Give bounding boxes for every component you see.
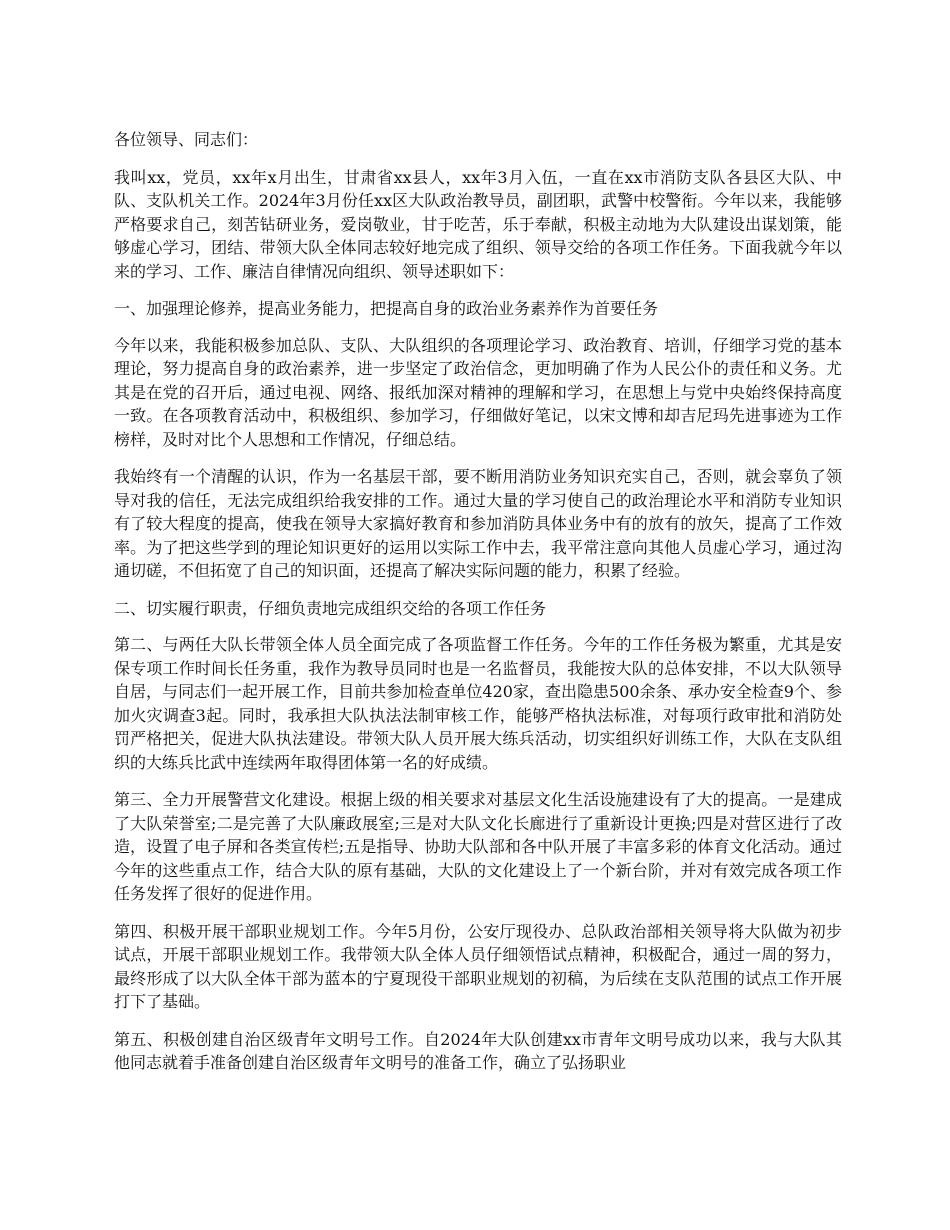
paragraph-supervision: 第二、与两任大队长带领全体人员全面完成了各项监督工作任务。今年的工作任务极为繁重，尤其是安保专项工作时间长任务重，我作为教导员同时也是一名监督员，我能按大队的总体安排，不以大队领导自居，与同志们一起开展工作，目前共参加检查单位420家，查出隐患500余条、承办安全检查9个、参加火灾调查3起。同时，我承担大队执法法制审核工作，能够严格执法标准，对每项行政审批和消防处罚严格把关，促进大队执法建设。带领大队人员开展大练兵活动，切实组织好训练工作，大队在支队组织的大练兵比武中连续两年取得团体第一名的好成绩。 (114, 635, 842, 772)
document-body (114, 128, 842, 1089)
paragraph-culture: 第三、全力开展警营文化建设。根据上级的相关要求对基层文化生活设施建设有了大的提高。一是建成了大队荣誉室;二是完善了大队廉政展室;三是对大队文化长廊进行了重新设计更换;四是对营区进行了改造，设置了电子屏和各类宣传栏;五是指导、协助大队部和各中队开展了丰富多彩的体育文化活动。通过今年的这些重点工作，结合大队的原有基础，大队的文化建设上了一个新台阶，并对有效完成各项工作任务发挥了很好的促进作用。 (114, 790, 842, 903)
paragraph-career-planning: 第四、积极开展干部职业规划工作。今年5月份，公安厅现役办、总队政治部相关领导将大队做为初步试点，开展干部职业规划工作。我带领大队全体人员仔细领悟试点精神，积极配合，通过一周的努力，最终形成了以大队全体干部为蓝本的宁夏现役干部职业规划的初稿，为后续在支队范围的试点工作开展打下了基础。 (114, 921, 842, 1011)
section-heading-1: 一、加强理论修养，提高业务能力，把提高自身的政治业务素养作为首要任务 (114, 299, 659, 318)
paragraph-awareness: 我始终有一个清醒的认识，作为一名基层干部，要不断用消防业务知识充实自己，否则，就会辜负了领导对我的信任，无法完成组织给我安排的工作。通过大量的学习使自己的政治理论水平和消防专业知识有了较大程度的提高，使我在领导大家搞好教育和参加消防具体业务中有的放有的放矢，提高了工作效率。为了把这些学到的理论知识更好的运用以实际工作中去，我平常注意向其他人员虚心学习，通过沟通切磋，不但拓宽了自己的知识面，还提高了解决实际问题的能力，积累了经验。 (114, 467, 842, 580)
paragraph-youth-civilization: 第五、积极创建自治区级青年文明号工作。自2024年大队创建xx市青年文明号成功以来，我与大队其他同志就着手准备创建自治区级青年文明号的准备工作，确立了弘扬职业 (114, 1029, 842, 1072)
paragraph-intro: 我叫xx，党员，xx年x月出生，甘肃省xx县人，xx年3月入伍，一直在xx市消防支队各县区大队、中队、支队机关工作。2024年3月份任xx区大队政治教导员，副团职，武警中校警衔。今年以来，我能够严格要求自己，刻苦钻研业务，爱岗敬业，甘于吃苦，乐于奉献，积极主动地为大队建设出谋划策，能够虚心学习，团结、带领大队全体同志较好地完成了组织、领导交给的各项工作任务。下面我就今年以来的学习、工作、廉洁自律情况向组织、领导述职如下： (114, 167, 842, 281)
salutation: 各位领导、同志们： (114, 130, 259, 149)
paragraph-theory-study: 今年以来，我能积极参加总队、支队、大队组织的各项理论学习、政治教育、培训，仔细学习党的基本理论，努力提高自身的政治素养，进一步坚定了政治信念，更加明确了作为人民公仆的责任和义务。尤其是在党的召开后，通过电视、网络、报纸加深对精神的理解和学习，在思想上与党中央始终保持高度一致。在各项教育活动中，积极组织、参加学习，仔细做好笔记，以宋文博和却吉尼玛先进事迹为工作榜样，及时对比个人思想和工作情况，仔细总结。 (114, 335, 842, 449)
section-heading-2: 二、切实履行职责，仔细负责地完成组织交给的各项工作任务 (114, 598, 547, 618)
